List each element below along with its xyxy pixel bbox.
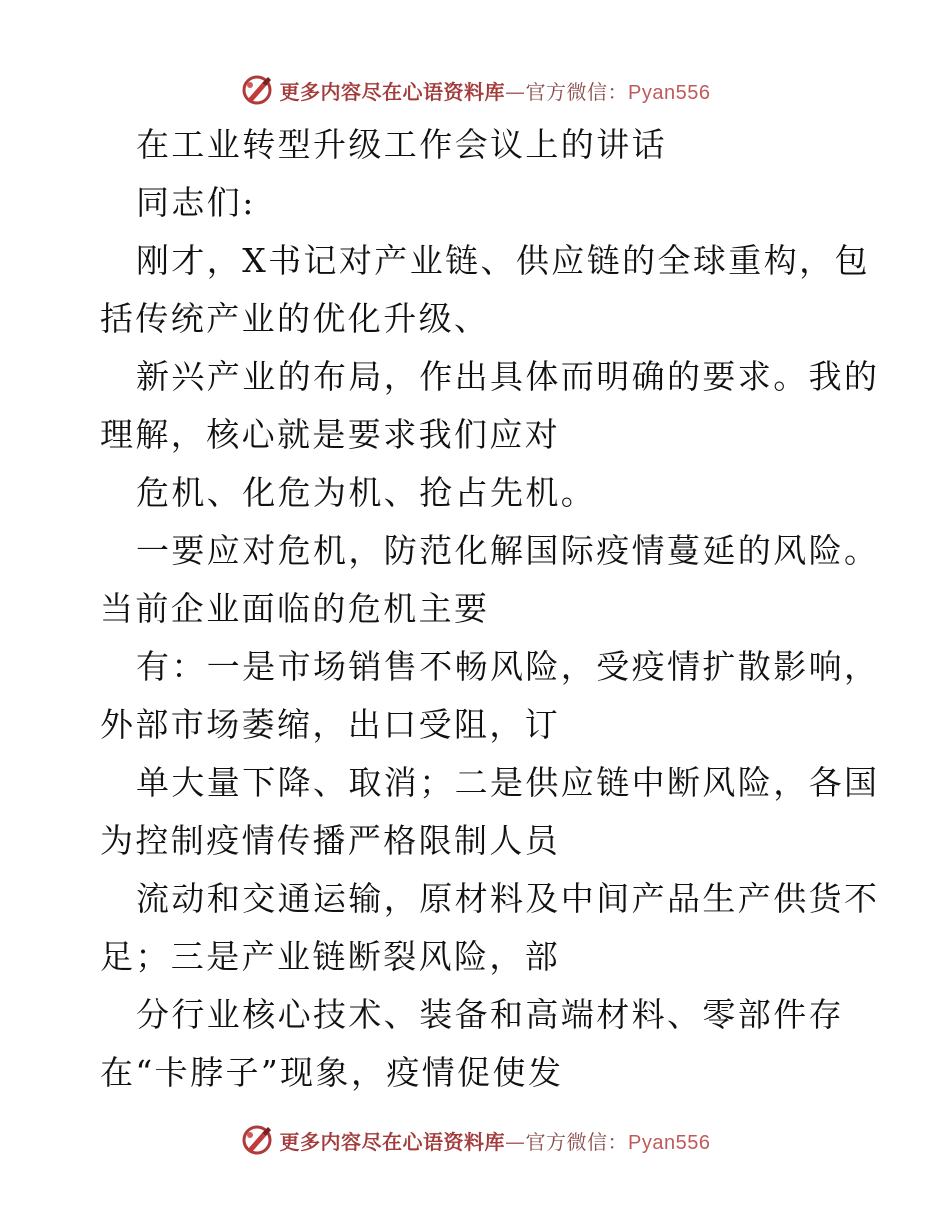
- text-line: 新兴产业的布局，作出具体而明确的要求。我的: [136, 357, 880, 396]
- text-line: 括传统产业的优化升级、: [100, 299, 490, 338]
- salutation: 同志们:: [136, 183, 256, 222]
- text-line: 为控制疫情传播严格限制人员: [100, 821, 561, 860]
- banner-text: [280, 76, 711, 105]
- banner-main-text: 更多内容尽在心语资料库: [279, 1129, 506, 1154]
- banner-wechat-id: Pyan556: [628, 81, 711, 104]
- pen-logo-icon: [240, 73, 274, 107]
- text-line: 有：一是市场销售不畅风险，受疫情扩散影响，: [136, 647, 880, 686]
- header-banner: [0, 70, 950, 110]
- pen-logo-icon: [240, 1123, 274, 1157]
- text-line: 当前企业面临的危机主要: [100, 589, 490, 628]
- text-line: 分行业核心技术、装备和高端材料、零部件存: [136, 995, 844, 1034]
- banner-separator: —: [505, 79, 526, 104]
- text-line: 足；三是产业链断裂风险，部: [100, 937, 561, 976]
- text-line: 流动和交通运输，原材料及中间产品生产供货不: [136, 879, 880, 918]
- document-body: [100, 116, 880, 1102]
- text-line: 一要应对危机，防范化解国际疫情蔓延的风险。: [136, 531, 880, 570]
- banner-wechat-id: Pyan556: [628, 1131, 711, 1154]
- text-line: 危机、化危为机、抢占先机。: [136, 473, 597, 512]
- text-line: 刚才，X书记对产业链、供应链的全球重构，包: [136, 241, 870, 280]
- banner-wechat-label: 官方微信：: [525, 1129, 629, 1154]
- text-line: 理解，核心就是要求我们应对: [100, 415, 561, 454]
- banner-separator: —: [505, 1129, 526, 1154]
- banner-text: [280, 1126, 711, 1155]
- footer-banner: [0, 1120, 950, 1160]
- text-line: 单大量下降、取消；二是供应链中断风险，各国: [136, 763, 880, 802]
- text-line: 外部市场萎缩，出口受阻，订: [100, 705, 561, 744]
- banner-main-text: 更多内容尽在心语资料库: [279, 79, 506, 104]
- document-title: 在工业转型升级工作会议上的讲话: [136, 125, 667, 164]
- text-line: 在“卡脖子”现象，疫情促使发: [100, 1053, 564, 1092]
- banner-wechat-label: 官方微信：: [525, 79, 629, 104]
